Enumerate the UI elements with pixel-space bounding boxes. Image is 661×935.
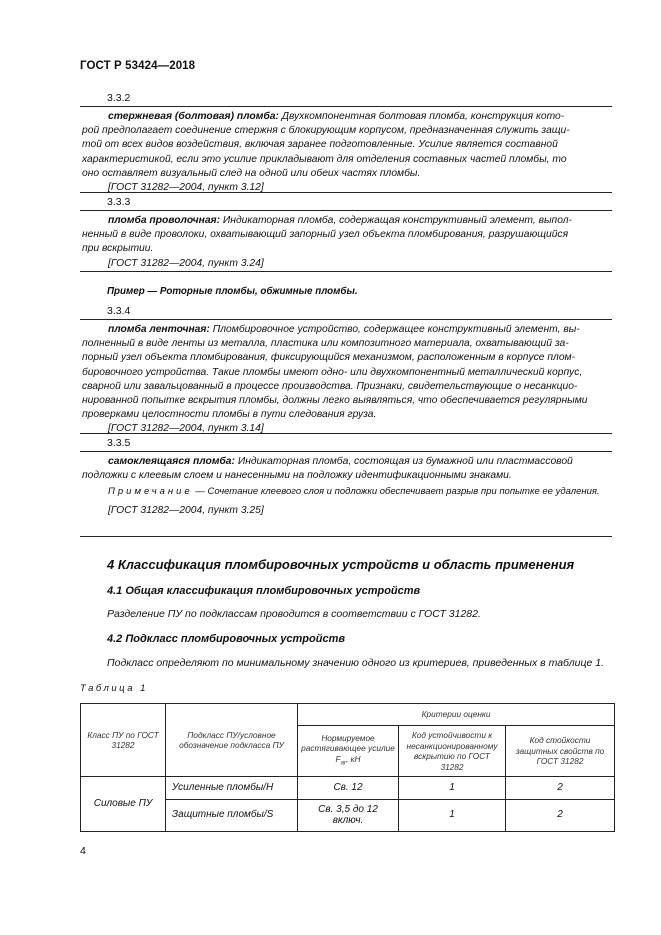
protection-cell: 2	[506, 800, 615, 832]
source-reference: [ГОСТ 31282—2004, пункт 3.25]	[108, 505, 264, 517]
force-cell: Св. 3,5 до 12 включ.	[298, 800, 399, 832]
text-line: рой предполагает соединение стержня с блокирующим корпусом, предназначенная служить защи-	[82, 125, 570, 137]
header-force: Нормируемое растягивающее усилие $F_{ar}$, кН	[298, 726, 399, 777]
definition-text	[80, 211, 612, 257]
text-line: проверками целостности пломбы в пути следования груза.	[82, 409, 377, 421]
clause-number: 3.3.2	[107, 92, 131, 104]
section-title: 4 Классификация пломбировочных устройств и область применения	[107, 557, 575, 572]
text-line: полненный в виде ленты из металла, пластика или композитного материала, охватывающий за-	[82, 338, 569, 350]
source-reference: [ГОСТ 31282—2004, пункт 3.24]	[108, 257, 264, 269]
definition-text	[80, 320, 612, 422]
table-caption: Таблица 1	[80, 683, 148, 694]
text-line: нированной попытке вскрытия пломбы, должны легко выявляться, что обеспечивается регулярными	[82, 395, 588, 407]
text-line: Индикаторная пломба, состоящая из бумажной или пластмассовой	[237, 456, 573, 467]
definition-box	[80, 210, 612, 272]
example-note: Пример — Роторные пломбы, обжимные пломбы.	[107, 286, 358, 297]
resistance-cell: 1	[399, 800, 506, 832]
paragraph: Подкласс определяют по минимальному значению одного из критериев, приведенных в таблице 1.	[107, 657, 604, 669]
term: самоклеящаяся пломба:	[108, 456, 235, 467]
term: пломба проволочная:	[108, 215, 221, 226]
clause-number: 3.3.3	[107, 196, 131, 208]
clause-number: 3.3.5	[107, 437, 131, 449]
header-criteria: Критерии оценки	[298, 704, 615, 726]
text-line: порный узел объекта пломбирования, фиксирующийся механизмом, расположенным в корпусе плом-	[82, 352, 576, 364]
text-line: той от всех видов воздействия, включая заранее подготовленные. Усилие является составной	[82, 139, 558, 151]
header-subclass: Подкласс ПУ/условное обозначение подкласса ПУ	[166, 704, 298, 777]
text-line: при вскрытии.	[82, 243, 154, 255]
note-label: Примечание	[108, 486, 193, 498]
classification-table	[80, 703, 615, 832]
header-protection: Код стойкости защитных свойств по ГОСТ 31282	[506, 726, 615, 777]
text-line: ненный в виде проволоки, охватывающий запорный узел объекта пломбирования, разрушающийся	[82, 229, 569, 241]
text-line: Двухкомпонентная болтовая пломба, конструкция кото-	[281, 111, 565, 122]
table-row	[81, 777, 615, 800]
clause-number: 3.3.4	[107, 305, 131, 317]
protection-cell: 2	[506, 777, 615, 800]
definition-box	[80, 319, 612, 434]
paragraph: Разделение ПУ по подклассам проводится в соответствии с ГОСТ 31282.	[107, 608, 481, 620]
standard-header: ГОСТ Р 53424—2018	[80, 60, 196, 72]
definition-box	[80, 451, 612, 537]
term: пломба ленточная:	[108, 324, 210, 335]
definition-text	[80, 452, 612, 483]
note-text: — Сочетание клеевого слоя и подложки обеспечивает разрыв при попытке ее удаления.	[195, 486, 600, 498]
text-line: Индикаторная пломба, содержащая конструктивный элемент, выпол-	[222, 215, 572, 226]
header-resistance: Код устойчивости к несанкционированному вскрытию по ГОСТ 31282	[399, 726, 506, 777]
source-reference: [ГОСТ 31282—2004, пункт 3.14]	[108, 423, 264, 435]
force-cell: Св. 12	[298, 777, 399, 800]
text-line: подложки с клеевым слоем и нанесенными на подложку идентификационными знаками.	[82, 470, 512, 482]
subclass-cell: Защитные пломбы/S	[166, 800, 298, 832]
source-reference: [ГОСТ 31282—2004, пункт 3.12]	[108, 182, 264, 194]
subsection-title: 4.1 Общая классификация пломбировочных устройств	[107, 585, 421, 597]
text-line: характеристикой, если это усилие прикладывают для отделения составных частей пломбы, то	[82, 153, 567, 165]
term: стержневая (болтовая) пломба:	[108, 111, 279, 122]
definition-note	[82, 485, 610, 498]
header-class: Класс ПУ по ГОСТ 31282	[81, 704, 166, 777]
subclass-cell: Усиленные пломбы/H	[166, 777, 298, 800]
class-cell: Силовые ПУ	[81, 777, 166, 832]
text-line: бировочного устройства. Такие пломбы имеют одно- или двухкомпонентный металлический корпус,	[82, 366, 583, 378]
resistance-cell: 1	[399, 777, 506, 800]
text-line: оно оставляет визуальный след на одной или обеих частях пломбы.	[82, 167, 421, 179]
text-line: Пломбировочное устройство, содержащее конструктивный элемент, вы-	[212, 324, 580, 335]
definition-box	[80, 106, 612, 193]
page-number: 4	[80, 845, 86, 857]
definition-text	[80, 107, 612, 181]
subsection-title: 4.2 Подкласс пломбировочных устройств	[107, 633, 346, 645]
text-line: сварной или завальцованный в процессе производства. Признаки, свидетельствующие о несанкцио-	[82, 380, 578, 392]
